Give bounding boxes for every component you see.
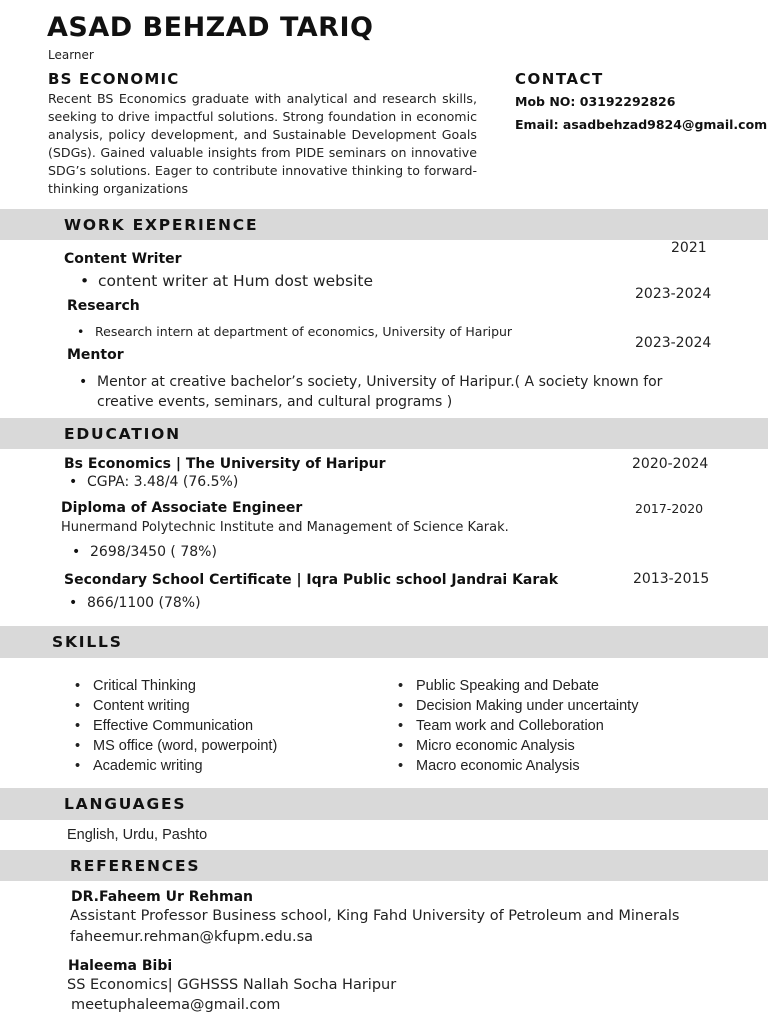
skill-item: • Critical Thinking bbox=[93, 676, 277, 696]
skill-item: • Public Speaking and Debate bbox=[416, 676, 638, 696]
work-role: Research bbox=[67, 298, 140, 314]
work-experience-band bbox=[0, 209, 768, 240]
reference-email[interactable]: meetuphaleema@gmail.com bbox=[71, 997, 281, 1013]
reference-name: Haleema Bibi bbox=[68, 958, 173, 974]
education-detail: • CGPA: 3.48/4 (76.5%) bbox=[87, 474, 238, 490]
work-role: Content Writer bbox=[64, 251, 182, 267]
work-bullet: • Research intern at department of economics, University of Haripur bbox=[95, 324, 512, 339]
degree-heading: BS ECONOMIC bbox=[48, 70, 180, 88]
education-heading: EDUCATION bbox=[64, 424, 181, 443]
skills-band bbox=[0, 626, 768, 658]
skill-item: • Decision Making under uncertainty bbox=[416, 696, 638, 716]
reference-position: SS Economics| GGHSSS Nallah Socha Haripur bbox=[67, 977, 397, 993]
education-detail: • 866/1100 (78%) bbox=[87, 595, 201, 611]
skill-item: • Academic writing bbox=[93, 756, 277, 776]
candidate-name: ASAD BEHZAD TARIQ bbox=[47, 12, 374, 43]
education-degree: Secondary School Certificate | Iqra Public school Jandrai Karak bbox=[64, 572, 559, 588]
work-date: 2021 bbox=[671, 240, 707, 256]
work-experience-heading: WORK EXPERIENCE bbox=[64, 215, 259, 234]
skills-list-right bbox=[416, 676, 638, 776]
skills-list-left bbox=[93, 676, 277, 776]
skill-item: • MS office (word, powerpoint) bbox=[93, 736, 277, 756]
education-date: 2020-2024 bbox=[632, 456, 709, 472]
contact-mobile: Mob NO: 03192292826 bbox=[515, 94, 676, 109]
skill-item: • Effective Communication bbox=[93, 716, 277, 736]
work-bullet: • Mentor at creative bachelor’s society, University of Haripur.( A society known for creative events, seminars, and cultural programs ) bbox=[97, 372, 697, 412]
skill-item: • Micro economic Analysis bbox=[416, 736, 638, 756]
profile-summary: Recent BS Economics graduate with analytical and research skills, seeking to drive impactful solutions. Strong foundation in economic analysis, policy development, and Sustainable Development Goals (SDGs). Gained valuable insights from PIDE seminars on innovative SDG’s solutions. Eager to contribute innovative thinking to forward-thinking organizations bbox=[48, 91, 477, 196]
education-date: 2013-2015 bbox=[633, 571, 710, 587]
skill-item: • Content writing bbox=[93, 696, 277, 716]
skills-heading: SKILLS bbox=[52, 633, 123, 651]
references-heading: REFERENCES bbox=[70, 856, 201, 875]
education-degree: Diploma of Associate Engineer bbox=[61, 500, 303, 516]
work-date: 2023-2024 bbox=[635, 286, 712, 302]
work-role: Mentor bbox=[67, 347, 124, 363]
education-band bbox=[0, 418, 768, 449]
reference-position: Assistant Professor Business school, King Fahd University of Petroleum and Minerals bbox=[70, 908, 680, 924]
languages-band bbox=[0, 788, 768, 820]
contact-heading: CONTACT bbox=[515, 70, 604, 88]
reference-name: DR.Faheem Ur Rehman bbox=[71, 889, 253, 905]
education-degree: Bs Economics | The University of Haripur bbox=[64, 456, 386, 472]
education-date: 2017-2020 bbox=[635, 501, 704, 516]
skill-item: • Team work and Colleboration bbox=[416, 716, 638, 736]
education-institute: Hunermand Polytechnic Institute and Management of Science Karak. bbox=[61, 520, 509, 535]
languages-heading: LANGUAGES bbox=[64, 795, 187, 813]
contact-email[interactable]: Email: asadbehzad9824@gmail.com bbox=[515, 117, 768, 132]
reference-email[interactable]: faheemur.rehman@kfupm.edu.sa bbox=[70, 929, 314, 945]
education-detail: • 2698/3450 ( 78%) bbox=[90, 544, 217, 560]
work-bullet: • content writer at Hum dost website bbox=[98, 272, 373, 290]
skill-item: • Macro economic Analysis bbox=[416, 756, 638, 776]
candidate-subtitle: Learner bbox=[48, 48, 94, 62]
languages-list: English, Urdu, Pashto bbox=[67, 827, 208, 843]
work-date: 2023-2024 bbox=[635, 335, 712, 351]
references-band bbox=[0, 850, 768, 881]
